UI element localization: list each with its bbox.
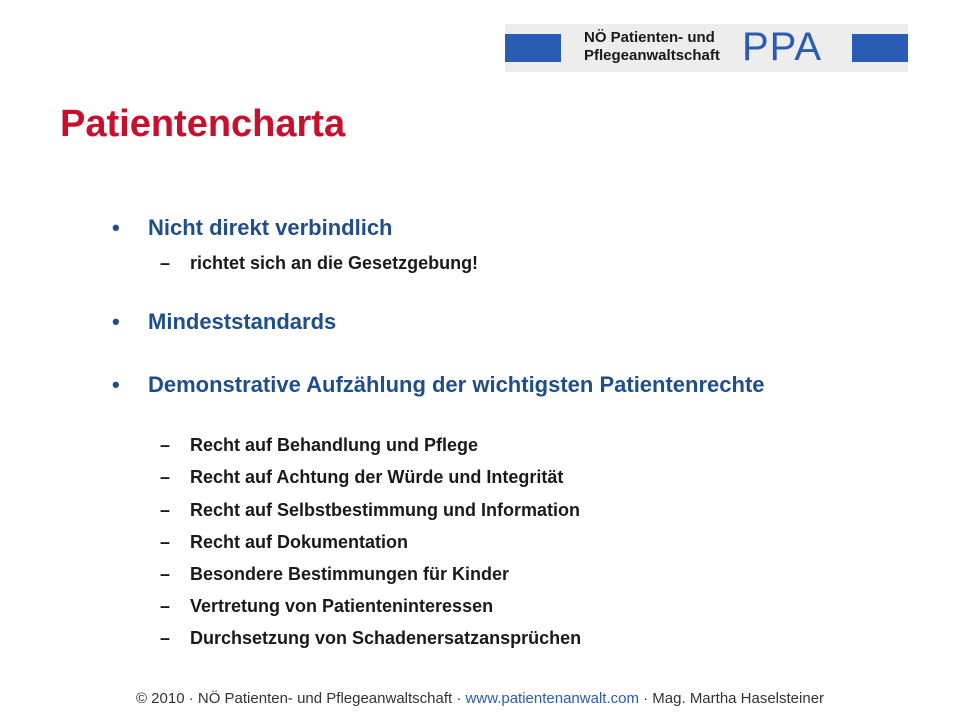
logo-line-1: NÖ Patienten- und: [584, 29, 715, 46]
sub-item: [160, 465, 563, 489]
sub-item: [160, 594, 493, 618]
dash-marker: –: [160, 253, 171, 273]
sub-item-text: Recht auf Behandlung und Pflege: [190, 435, 479, 455]
dash-marker: –: [160, 500, 171, 520]
logo-right-block: [852, 34, 908, 62]
bullet-item: [112, 308, 336, 336]
sub-item-text: Recht auf Dokumentation: [190, 532, 409, 552]
bullet-marker: •: [112, 215, 120, 240]
sub-item-text: Vertretung von Patienteninteressen: [190, 596, 494, 616]
sub-item: [160, 433, 478, 457]
sub-item-text: richtet sich an die Gesetzgebung!: [190, 253, 479, 273]
bullet-marker: •: [112, 372, 120, 397]
logo-acronym: PPA: [742, 25, 823, 69]
sub-item: [160, 530, 408, 554]
footer-website-link[interactable]: www.patientenanwalt.com: [465, 690, 639, 707]
sub-item: [160, 626, 581, 650]
logo-line-2: Pflegeanwaltschaft: [584, 47, 720, 64]
sub-item-text: Durchsetzung von Schadenersatzansprüchen: [190, 628, 582, 648]
dash-marker: –: [160, 467, 171, 487]
sub-item: [160, 562, 509, 586]
sub-item-text: Recht auf Selbstbestimmung und Information: [190, 500, 581, 520]
bullet-text: Nicht direkt verbindlich: [148, 215, 393, 240]
sub-item: [160, 251, 478, 275]
sub-item-text: Recht auf Achtung der Würde und Integrität: [190, 467, 564, 487]
bullet-text: Mindeststandards: [148, 309, 337, 334]
dash-marker: –: [160, 628, 171, 648]
dash-marker: –: [160, 532, 171, 552]
slide-title: Patientencharta: [60, 103, 346, 145]
dash-marker: –: [160, 596, 171, 616]
bullet-item: [112, 371, 765, 399]
dash-marker: –: [160, 564, 171, 584]
logo-left-block: [505, 34, 561, 62]
bullet-marker: •: [112, 309, 120, 334]
footer: [0, 689, 960, 709]
sub-item-text: Besondere Bestimmungen für Kinder: [190, 564, 510, 584]
bullet-item: [112, 214, 393, 242]
sub-item: [160, 498, 580, 522]
footer-copyright: © 2010 · NÖ Patienten- und Pflegeanwaltschaft ·: [135, 690, 466, 707]
bullet-text: Demonstrative Aufzählung der wichtigsten Patientenrechte: [148, 372, 765, 397]
dash-marker: –: [160, 435, 171, 455]
logo-text: [584, 29, 734, 65]
footer-author: · Mag. Martha Haselsteiner: [638, 690, 825, 707]
